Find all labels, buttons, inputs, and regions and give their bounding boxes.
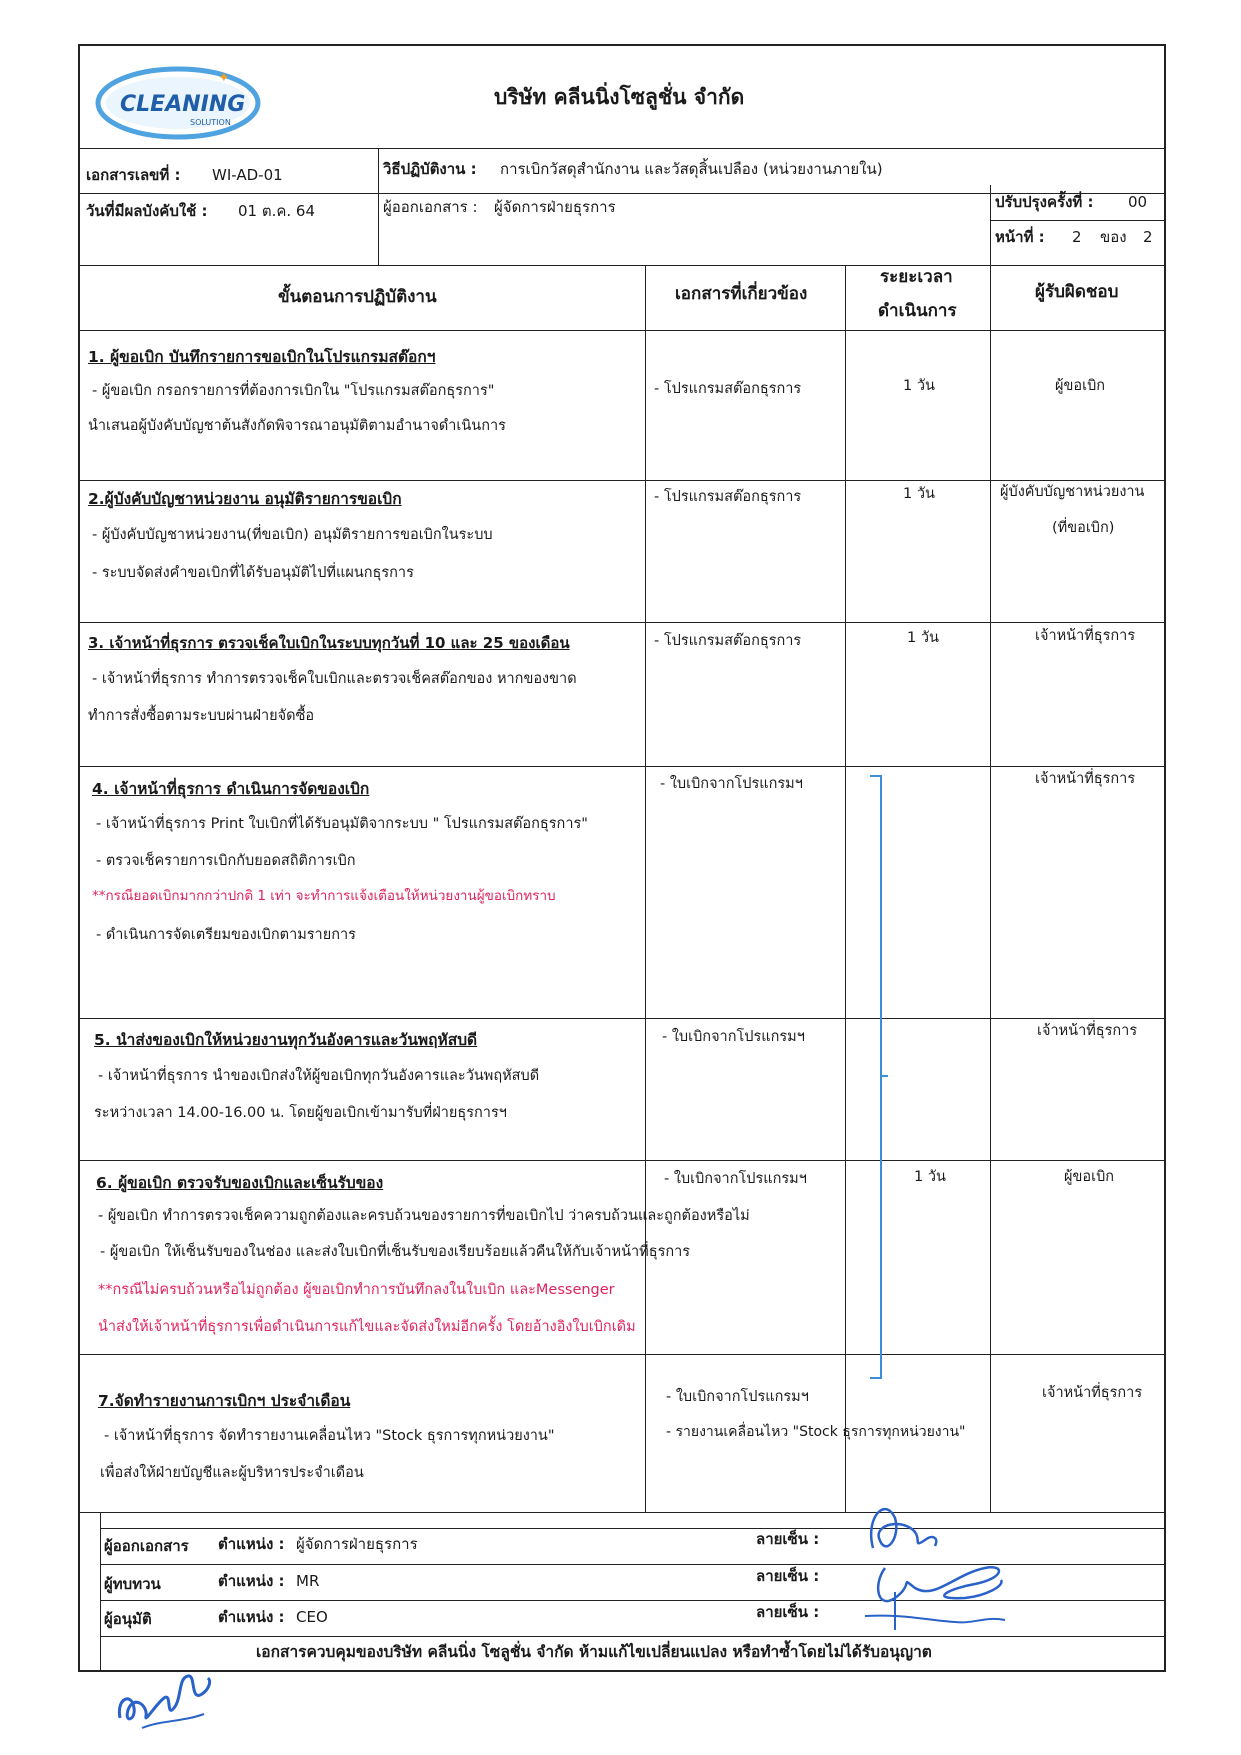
page-value: 2 [1072, 228, 1082, 246]
footer-issuer-label: ผู้ออกเอกสาร [104, 1537, 189, 1555]
footer-reviewer-pos-label: ตำแหน่ง : [218, 1572, 285, 1590]
company-name: บริษัท คลีนนิ่งโซลูชั่น จำกัด [494, 85, 745, 109]
step-7-doc-2: - รายงานเคลื่อนไหว "Stock ธุรการทุกหน่วยงาน" [666, 1424, 966, 1440]
step-1-doc: - โปรแกรมสต๊อกธุรการ [654, 381, 802, 397]
step-4-doc: - ใบเบิกจากโปรแกรมฯ [660, 776, 803, 792]
step-7-doc-1: - ใบเบิกจากโปรแกรมฯ [666, 1389, 809, 1405]
column-header-responsible: ผู้รับผิดชอบ [1035, 282, 1119, 302]
step-6-note-2: นำส่งให้เจ้าหน้าที่ธุรการเพื่อดำเนินการแก้ไขและจัดส่งใหม่อีกครั้ง โดยอ้างอิงใบเบิกเดิม [98, 1319, 636, 1335]
step-3-responsible: เจ้าหน้าที่ธุรการ [1035, 628, 1136, 644]
signature-mark [855, 1488, 1035, 1638]
step-2-line-1: - ผู้บังคับบัญชาหน่วยงาน(ที่ขอเบิก) อนุมัติรายการขอเบิกในระบบ [92, 527, 493, 543]
effective-date-label: วันที่มีผลบังคับใช้ : [86, 202, 208, 220]
step-2-title: 2.ผู้บังคับบัญชาหน่วยงาน อนุมัติรายการขอเบิก [88, 490, 402, 508]
step-6-time: 1 วัน [914, 1169, 946, 1185]
issuer-label: ผู้ออกเอกสาร : [383, 198, 478, 216]
step-6-note-1: **กรณีไม่ครบถ้วนหรือไม่ถูกต้อง ผู้ขอเบิกทำการบันทึกลงในใบเบิก และMessenger [98, 1282, 615, 1298]
step-2-responsible-1: ผู้บังคับบัญชาหน่วยงาน [1000, 484, 1145, 500]
page-of: ของ [1100, 228, 1127, 246]
logo-text: CLEANING [120, 92, 246, 117]
step-2-responsible-2: (ที่ขอเบิก) [1052, 520, 1115, 536]
footer-reviewer-pos: MR [296, 1572, 320, 1590]
step-1-responsible: ผู้ขอเบิก [1055, 378, 1106, 394]
footer-approver-sign-label: ลายเซ็น : [756, 1603, 820, 1621]
revision-value: 00 [1128, 193, 1148, 211]
step-1-line-2: นำเสนอผู้บังคับบัญชาต้นสังกัดพิจารณาอนุมัติตามอำนาจดำเนินการ [88, 418, 506, 434]
step-5-title: 5. นำส่งของเบิกให้หน่วยงานทุกวันอังคารและวันพฤหัสบดี [94, 1031, 478, 1049]
revision-label: ปรับปรุงครั้งที่ : [995, 193, 1094, 211]
step-4-line-2: - ตรวจเช็ครายการเบิกกับยอดสถิติการเบิก [96, 853, 356, 869]
footer-approver-pos: CEO [296, 1608, 328, 1626]
logo-sub: SOLUTION [190, 118, 231, 127]
step-2-line-2: - ระบบจัดส่งคำขอเบิกที่ได้รับอนุมัติไปที่แผนกธุรการ [92, 565, 414, 581]
footer-reviewer-label: ผู้ทบทวน [104, 1575, 161, 1593]
issuer-value: ผู้จัดการฝ่ายธุรการ [494, 198, 616, 216]
footer-issuer-pos: ผู้จัดการฝ่ายธุรการ [296, 1535, 418, 1553]
step-6-line-1: - ผู้ขอเบิก ทำการตรวจเช็คความถูกต้องและครบถ้วนของรายการที่ขอเบิกไป ว่าครบถ้วนและถูกต้องหรือไม่ [98, 1208, 750, 1224]
step-4-responsible: เจ้าหน้าที่ธุรการ [1035, 771, 1136, 787]
procedure-label: วิธีปฏิบัติงาน : [383, 160, 477, 178]
step-6-doc: - ใบเบิกจากโปรแกรมฯ [664, 1171, 807, 1187]
step-1-line-1: - ผู้ขอเบิก กรอกรายการที่ต้องการเบิกใน "โปรแกรมสต๊อกธุรการ" [92, 383, 495, 399]
step-4-title: 4. เจ้าหน้าที่ธุรการ ดำเนินการจัดของเบิก [92, 780, 370, 798]
svg-text:✦: ✦ [218, 70, 230, 86]
step-7-line-2: เพื่อส่งให้ฝ่ายบัญชีและผู้บริหารประจำเดือน [100, 1465, 364, 1481]
column-header-time-1: ระยะเวลา [880, 267, 953, 287]
page-total: 2 [1143, 228, 1153, 246]
step-3-line-1: - เจ้าหน้าที่ธุรการ ทำการตรวจเช็คใบเบิกและตรวจเช็คสต๊อกของ หากของขาด [92, 671, 577, 687]
footer-issuer-pos-label: ตำแหน่ง : [218, 1535, 285, 1553]
column-header-docs: เอกสารที่เกี่ยวข้อง [675, 284, 808, 304]
footer-reviewer-sign-label: ลายเซ็น : [756, 1567, 820, 1585]
page-label: หน้าที่ : [995, 228, 1045, 246]
footer-approver-pos-label: ตำแหน่ง : [218, 1608, 285, 1626]
procedure-value: การเบิกวัสดุสำนักงาน และวัสดุสิ้นเปลือง (หน่วยงานภายใน) [500, 160, 883, 178]
step-5-doc: - ใบเบิกจากโปรแกรมฯ [662, 1029, 805, 1045]
doc-no-value: WI-AD-01 [212, 166, 283, 184]
step-6-responsible: ผู้ขอเบิก [1064, 1169, 1115, 1185]
step-7-title: 7.จัดทำรายงานการเบิกฯ ประจำเดือน [98, 1392, 351, 1410]
step-5-line-2: ระหว่างเวลา 14.00-16.00 น. โดยผู้ขอเบิกเข้ามารับที่ฝ่ายธุรการฯ [94, 1105, 507, 1121]
step-5-line-1: - เจ้าหน้าที่ธุรการ นำของเบิกส่งให้ผู้ขอเบิกทุกวันอังคารและวันพฤหัสบดี [98, 1068, 540, 1084]
step-1-title: 1. ผู้ขอเบิก บันทึกรายการขอเบิกในโปรแกรมสต๊อกฯ [88, 348, 436, 366]
footer-approver-label: ผู้อนุมัติ [104, 1610, 152, 1628]
step-3-time: 1 วัน [907, 630, 939, 646]
step-6-title: 6. ผู้ขอเบิก ตรวจรับของเบิกและเซ็นรับของ [96, 1174, 384, 1192]
step-2-doc: - โปรแกรมสต๊อกธุรการ [654, 489, 802, 505]
step-7-line-1: - เจ้าหน้าที่ธุรการ จัดทำรายงานเคลื่อนไหว "Stock ธุรการทุกหน่วยงาน" [104, 1428, 555, 1444]
step-1-time: 1 วัน [903, 378, 935, 394]
step-5-responsible: เจ้าหน้าที่ธุรการ [1037, 1023, 1138, 1039]
step-4-note: **กรณียอดเบิกมากกว่าปกติ 1 เท่า จะทำการแจ้งเตือนให้หน่วยงานผู้ขอเบิกทราบ [92, 888, 556, 904]
time-bracket [870, 775, 882, 1379]
step-6-line-2: - ผู้ขอเบิก ให้เซ็นรับของในช่อง และส่งใบเบิกที่เซ็นรับของเรียบร้อยแล้วคืนให้กับเจ้าหน้าที่ธุรการ [100, 1244, 691, 1260]
document-control-note: เอกสารควบคุมของบริษัท คลีนนิ่ง โซลูชั่น จำกัด ห้ามแก้ไขเปลี่ยนแปลง หรือทำซ้ำโดยไม่ได้รับอนุญาต [256, 1643, 932, 1661]
step-7-responsible: เจ้าหน้าที่ธุรการ [1042, 1385, 1143, 1401]
company-logo [90, 58, 270, 148]
footer-issuer-sign-label: ลายเซ็น : [756, 1530, 820, 1548]
step-4-line-1: - เจ้าหน้าที่ธุรการ Print ใบเบิกที่ได้รับอนุมัติจากระบบ " โปรแกรมสต๊อกธุรการ" [96, 816, 588, 832]
step-3-doc: - โปรแกรมสต๊อกธุรการ [654, 633, 802, 649]
initials-mark [112, 1658, 222, 1738]
step-3-line-2: ทำการสั่งซื้อตามระบบผ่านฝ่ายจัดซื้อ [88, 708, 315, 724]
effective-date-value: 01 ต.ค. 64 [238, 202, 316, 220]
doc-no-label: เอกสารเลขที่ : [86, 166, 181, 184]
column-header-time-2: ดำเนินการ [878, 301, 957, 321]
step-4-line-3: - ดำเนินการจัดเตรียมของเบิกตามรายการ [96, 927, 356, 943]
step-2-time: 1 วัน [903, 486, 935, 502]
column-header-steps: ขั้นตอนการปฏิบัติงาน [278, 287, 437, 307]
step-3-title: 3. เจ้าหน้าที่ธุรการ ตรวจเช็คใบเบิกในระบบทุกวันที่ 10 และ 25 ของเดือน [88, 634, 570, 652]
time-bracket-tick [880, 1075, 888, 1077]
